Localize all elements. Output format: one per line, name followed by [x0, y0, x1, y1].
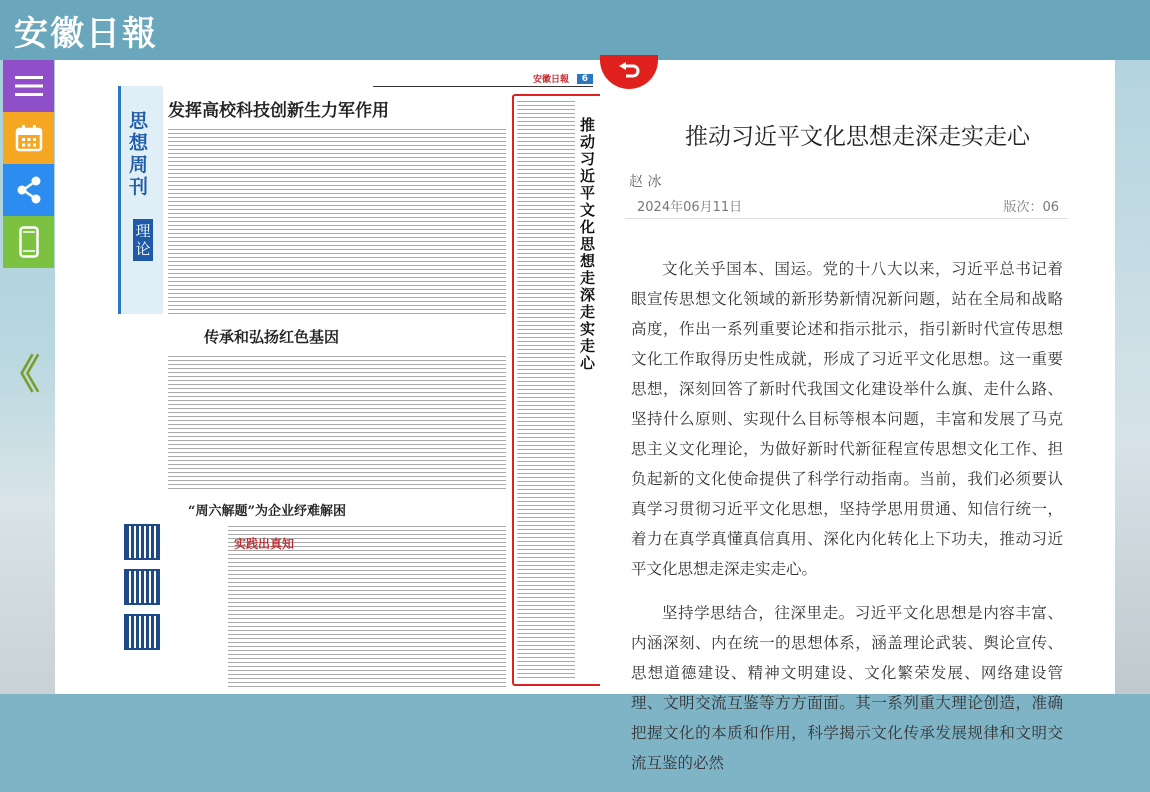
- newspaper-page: [118, 72, 595, 694]
- mobile-button[interactable]: [3, 216, 54, 268]
- selected-article-headline[interactable]: 推动习近平文化思想走深走实走心: [580, 116, 596, 372]
- article-text-block[interactable]: [168, 355, 506, 489]
- calendar-button[interactable]: [3, 112, 54, 164]
- divider: [625, 218, 1068, 219]
- article-date: 2024年06月11日: [637, 200, 743, 215]
- previous-page-arrow[interactable]: 《: [0, 352, 40, 398]
- background-cityscape-right: [1115, 60, 1150, 694]
- paper-header: [373, 74, 593, 87]
- article-reader-panel: [600, 60, 1115, 772]
- article-edition: 版次：06: [1003, 200, 1059, 215]
- qr-code: [124, 524, 160, 560]
- page-number: 6: [577, 74, 593, 84]
- qr-code: [124, 614, 160, 650]
- article-author: 赵 冰: [629, 174, 662, 190]
- article-paragraph: 坚持学思结合，往深里走。习近平文化思想是内容丰富、内涵深刻、内在统一的思想体系，涵盖理论武装、舆论宣传、思想道德建设、精神文明建设、文化繁荣发展、网络建设管理、文明交流互鉴等方方面面。其一系列重大理论创造，准确把握文化的本质和作用，科学揭示文化传承发展规律和文明交流互鉴的必然: [631, 604, 1063, 772]
- calendar-icon: [15, 124, 43, 152]
- headline-saturday-problem[interactable]: “周六解题”为企业纾难解困: [188, 504, 346, 519]
- top-banner: [0, 0, 1150, 60]
- paper-masthead: 安徽日報: [532, 75, 569, 85]
- article-title: 推动习近平文化思想走深走实走心: [685, 124, 1030, 150]
- share-icon: [16, 176, 42, 204]
- column-ribbon: [118, 86, 163, 314]
- column-title: 思想周刊: [129, 110, 149, 198]
- hamburger-icon: [15, 74, 43, 98]
- share-button[interactable]: [3, 164, 54, 216]
- qr-code: [124, 569, 160, 605]
- phone-icon: [19, 226, 39, 258]
- site-logo[interactable]: 安徽日報: [14, 14, 158, 54]
- headline-red-gene[interactable]: 传承和弘扬红色基因: [204, 328, 340, 346]
- practice-badge: 实践出真知: [234, 537, 295, 551]
- menu-button[interactable]: [3, 60, 54, 112]
- article-body: [631, 254, 1063, 792]
- headline-tech-innovation[interactable]: 发挥高校科技创新生力军作用: [168, 101, 389, 121]
- article-paragraph: 文化关乎国本、国运。党的十八大以来，习近平总书记着眼宣传思想文化领域的新形势新情况新问题，站在全局和战略高度，作出一系列重要论述和指示批示，指引新时代宣传思想文化工作取得历史性成就，形成了习近平文化思想。这一重要思想，深刻回答了新时代我国文化建设举什么旗、走什么路、坚持什么原则、实现什么目标等根本问题，丰富和发展了马克思主义文化理论，为做好新时代新征程宣传思想文化工作、担负起新的文化使命提供了科学行动指南。当前，我们必须要认真学习贯彻习近平文化思想，坚持学思用贯通、知信行统一，着力在真学真懂真信真用、深化内化转化上下功夫，推动习近平文化思想走深走实走心。: [631, 260, 1063, 578]
- newspaper-page-panel: [55, 60, 600, 694]
- return-arrow-icon: [617, 62, 641, 82]
- column-tag: 理论: [133, 219, 153, 261]
- article-text-block[interactable]: [168, 128, 506, 314]
